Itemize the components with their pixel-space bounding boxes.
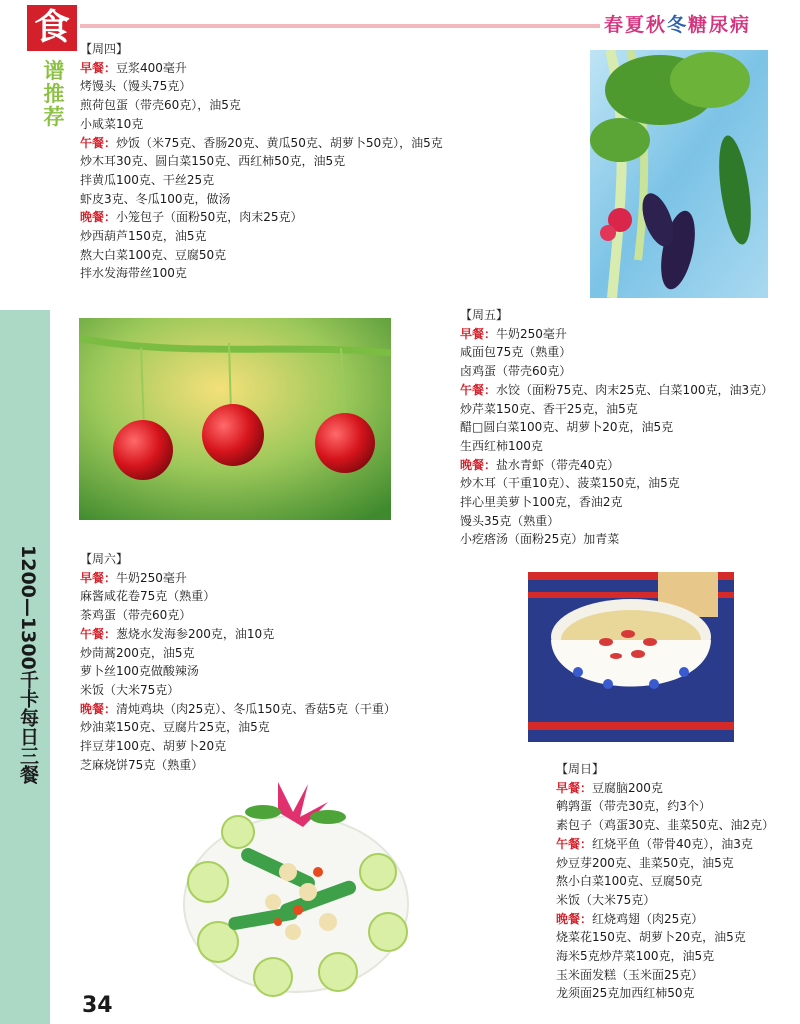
menu-line (460, 474, 790, 493)
menu-line (80, 152, 560, 171)
menu-item: 红烧平鱼（带骨40克），油3克 (592, 836, 753, 851)
meal-label: 午餐： (460, 382, 497, 397)
menu-item: 烤馒头（馒头75克） (80, 79, 192, 94)
menu-line (80, 115, 560, 134)
menu-line (80, 662, 480, 681)
meal-label: 早餐： (80, 570, 117, 585)
menu-item: 虾皮3克、冬瓜100克，做汤 (80, 191, 231, 206)
menu-saturday (80, 550, 480, 774)
menu-line (460, 400, 790, 419)
menu-item: 炒木耳30克、圆白菜150克、西红柿50克，油5克 (80, 154, 346, 169)
menu-day-title: 【周六】 (80, 552, 129, 566)
menu-line (80, 569, 480, 588)
menu-item: 煎荷包蛋（带壳60克），油5克 (80, 98, 241, 113)
menu-item: 卤鸡蛋（带壳60克） (460, 364, 572, 379)
menu-line (556, 966, 790, 985)
meal-label: 早餐： (460, 326, 497, 341)
menu-item: 红烧鸡翅（肉25克） (592, 911, 704, 926)
menu-day-title: 【周四】 (80, 42, 129, 56)
menu-item: 米饭（大米75克） (80, 682, 180, 697)
menu-line (80, 587, 480, 606)
menu-line (80, 606, 480, 625)
meal-label: 晚餐： (80, 701, 117, 716)
menu-item: 米饭（大米75克） (556, 892, 656, 907)
menu-line (80, 625, 480, 644)
menu-line (80, 134, 560, 153)
menu-item: 拌水发海带丝100克 (80, 266, 187, 281)
page-number: 34 (82, 993, 113, 1018)
menu-item: 小疙瘩汤（面粉25克）加青菜 (460, 532, 620, 547)
menu-line (460, 343, 790, 362)
menu-line (556, 779, 790, 798)
menu-day-title: 【周日】 (556, 762, 605, 776)
menu-item: 拌心里美萝卜100克，香油2克 (460, 495, 623, 510)
menu-line (80, 171, 560, 190)
logo-subtitle (34, 60, 74, 129)
menu-item: 水饺（面粉75克、肉末25克、白菜100克，油3克） (496, 382, 774, 397)
menu-line (556, 797, 790, 816)
menu-line (556, 835, 790, 854)
menu-item: 萝卜丝100克做酸辣汤 (80, 664, 199, 679)
menu-item: 玉米面发糕（玉米面25克） (556, 967, 704, 982)
menu-item: 盐水青虾（带壳40克） (496, 457, 620, 472)
menu-item: 麻酱咸花卷75克（熟重） (80, 589, 216, 604)
menu-line (80, 718, 480, 737)
meal-label: 午餐： (80, 135, 117, 150)
menu-item: 葱烧水发海参200克，油10克 (116, 626, 275, 641)
meal-label: 午餐： (80, 626, 117, 641)
menu-line (556, 816, 790, 835)
meal-label: 早餐： (80, 60, 117, 75)
menu-line (556, 984, 790, 1003)
meal-label: 晚餐： (556, 911, 593, 926)
menu-line (80, 644, 480, 663)
menu-line (460, 512, 790, 531)
menu-line (80, 208, 560, 227)
menu-item: 咸面包75克（熟重） (460, 345, 572, 360)
menu-item: 熬小白菜100克、豆腐50克 (556, 874, 703, 889)
menu-item: 芝麻烧饼75克（熟重） (80, 757, 204, 772)
menu-item: 醋□圆白菜100克、胡萝卜20克，油5克 (460, 420, 674, 435)
photo-salad (178, 772, 414, 998)
menu-line (556, 910, 790, 929)
header-rule (80, 24, 600, 28)
menu-item: 炒茼蒿200克，油5克 (80, 645, 195, 660)
menu-item: 炒豆芽200克、韭菜50克，油5克 (556, 855, 734, 870)
side-title: 1200—1300千卡每日三餐 (17, 545, 39, 784)
logo-sub-char: 推 (43, 82, 65, 106)
menu-line (80, 59, 560, 78)
menu-item: 海米5克炒芹菜100克，油5克 (556, 949, 715, 964)
header-title (604, 10, 794, 37)
menu-item: 豆腐脑200克 (592, 780, 663, 795)
header-title-after: 糖尿病 (688, 14, 752, 36)
menu-item: 豆浆400毫升 (116, 60, 187, 75)
menu-line (556, 854, 790, 873)
menu-thursday (80, 40, 560, 283)
menu-line (80, 227, 560, 246)
photo-cherries (79, 318, 391, 520)
menu-item: 炒西葫芦150克，油5克 (80, 229, 207, 244)
menu-item: 小咸菜10克 (80, 116, 144, 131)
meal-label: 晚餐： (460, 457, 497, 472)
menu-item: 茶鸡蛋（带壳60克） (80, 608, 192, 623)
header-title-before: 春夏秋 (604, 14, 668, 36)
menu-item: 拌豆芽100克、胡萝卜20克 (80, 739, 227, 754)
menu-item: 龙须面25克加西红柿50克 (556, 986, 695, 1001)
menu-line (80, 737, 480, 756)
menu-item: 拌黄瓜100克、干丝25克 (80, 172, 215, 187)
logo-char: 食 (33, 7, 70, 48)
menu-line (460, 530, 790, 549)
menu-day-title: 【周五】 (460, 308, 509, 322)
menu-line (556, 928, 790, 947)
menu-sunday (556, 760, 790, 1003)
menu-line (460, 437, 790, 456)
menu-line (80, 246, 560, 265)
logo-sub-char: 荐 (43, 105, 65, 129)
menu-line (80, 264, 560, 283)
menu-friday (460, 306, 790, 549)
meal-label: 晚餐： (80, 210, 117, 225)
menu-line (556, 947, 790, 966)
meal-label: 早餐： (556, 780, 593, 795)
menu-item: 炒木耳（干重10克）、菠菜150克，油5克 (460, 476, 680, 491)
menu-line (460, 418, 790, 437)
menu-item: 牛奶250毫升 (116, 570, 187, 585)
menu-item: 烧菜花150克、胡萝卜20克，油5克 (556, 930, 746, 945)
menu-line (460, 381, 790, 400)
menu-line (80, 77, 560, 96)
menu-line (460, 493, 790, 512)
menu-line (80, 681, 480, 700)
menu-line (80, 190, 560, 209)
menu-line (556, 891, 790, 910)
logo-badge (27, 5, 77, 51)
menu-line (80, 96, 560, 115)
meal-label: 午餐： (556, 836, 593, 851)
menu-item: 熬大白菜100克、豆腐50克 (80, 247, 227, 262)
logo-sub-char: 谱 (43, 59, 65, 83)
menu-line (556, 872, 790, 891)
menu-item: 馒头35克（熟重） (460, 513, 560, 528)
photo-vegetables (590, 50, 768, 298)
photo-porridge (528, 572, 734, 742)
menu-item: 清炖鸡块（肉25克）、冬瓜150克、香菇5克（干重） (116, 701, 396, 716)
menu-item: 素包子（鸡蛋30克、韭菜50克、油2克） (556, 818, 775, 833)
menu-item: 鹌鹑蛋（带壳30克，约3个） (556, 799, 711, 814)
menu-item: 炒饭（米75克、香肠20克、黄瓜50克、胡萝卜50克），油5克 (116, 135, 443, 150)
menu-line (460, 325, 790, 344)
menu-item: 生西红柿100克 (460, 438, 543, 453)
menu-item: 炒油菜150克、豆腐片25克，油5克 (80, 720, 270, 735)
menu-item: 牛奶250毫升 (496, 326, 567, 341)
menu-line (80, 700, 480, 719)
menu-item: 小笼包子（面粉50克，肉末25克） (116, 210, 303, 225)
menu-line (460, 362, 790, 381)
header-title-accent: 冬 (667, 14, 689, 36)
menu-line (460, 456, 790, 475)
menu-item: 炒芹菜150克、香干25克，油5克 (460, 401, 638, 416)
